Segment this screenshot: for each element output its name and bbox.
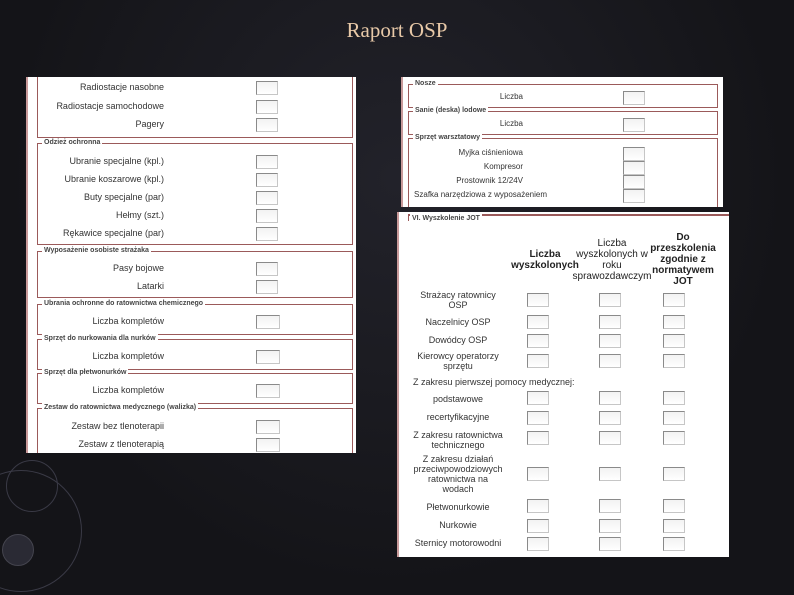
to-train-input[interactable] (663, 431, 685, 445)
to-train-input[interactable] (663, 293, 685, 307)
row-label: Latarki (136, 281, 164, 291)
col-header-trained: Liczba wyszkolonych (511, 249, 579, 271)
decor-ring-small (6, 460, 58, 512)
trained-input[interactable] (527, 391, 549, 405)
count-input[interactable] (256, 384, 280, 398)
to-train-input[interactable] (663, 411, 685, 425)
section-title: VI. Wyszkolenie JOT (412, 215, 480, 222)
count-input[interactable] (256, 173, 278, 187)
count-input[interactable] (256, 262, 278, 276)
form-row (409, 116, 717, 132)
row-label: Buty specjalne (par) (83, 192, 164, 202)
group-legend: Odzież ochronna (44, 139, 101, 146)
group-legend: Sprzęt warsztatowy (415, 134, 480, 141)
count-input[interactable] (256, 315, 280, 329)
group-legend: Zestaw do ratownictwa medycznego (walizka) (44, 404, 197, 411)
form-row (409, 89, 717, 105)
count-input[interactable] (256, 350, 280, 364)
trained-year-input[interactable] (599, 431, 621, 445)
group-protective-clothing (37, 139, 353, 245)
row-label: Liczba (499, 119, 523, 128)
training-row-label: Kierowcy operatorzy sprzętu (417, 351, 499, 371)
form-row (38, 171, 352, 187)
trained-input[interactable] (527, 411, 549, 425)
to-train-input[interactable] (663, 467, 685, 481)
equipment-form-right-top (401, 77, 723, 207)
group-diving-gear (37, 335, 353, 370)
equipment-form-left (26, 77, 356, 453)
trained-year-input[interactable] (599, 467, 621, 481)
count-input[interactable] (256, 420, 280, 434)
trained-year-input[interactable] (599, 537, 621, 551)
training-row-label: Dowódcy OSP (428, 335, 488, 345)
count-input[interactable] (256, 438, 280, 452)
row-label: Ubranie specjalne (kpl.) (69, 156, 164, 166)
group-radio (37, 77, 353, 138)
row-label: Rękawice specjalne (par) (62, 228, 164, 238)
training-row-label: Z zakresu pierwszej pomocy medycznej: (413, 377, 575, 387)
group-legend: Ubrania ochronne do ratownictwa chemicznego (44, 300, 204, 307)
row-label: Radiostacje nasobne (79, 82, 164, 92)
col-header-to-train: Do przeszkolenia zgodnie z normatywem JOT (650, 232, 716, 287)
trained-input[interactable] (527, 334, 549, 348)
row-label: Myjka ciśnieniowa (458, 148, 523, 157)
training-row-label: Z zakresu ratownictwa technicznego (413, 430, 503, 450)
row-label: Liczba kompletów (92, 316, 164, 326)
form-row (38, 189, 352, 205)
form-row (38, 348, 352, 364)
row-label: Szafka narzędziowa z wyposażeniem (414, 190, 547, 199)
row-label: Liczba (499, 92, 523, 101)
form-row (38, 153, 352, 169)
count-input[interactable] (256, 191, 278, 205)
form-row (38, 98, 352, 114)
row-label: Pagery (135, 119, 164, 129)
count-input[interactable] (256, 81, 278, 95)
row-label: Radiostacje samochodowe (56, 101, 164, 111)
trained-year-input[interactable] (599, 334, 621, 348)
count-input[interactable] (256, 118, 278, 132)
to-train-input[interactable] (663, 519, 685, 533)
group-stretchers (408, 80, 718, 108)
to-train-input[interactable] (663, 354, 685, 368)
trained-input[interactable] (527, 499, 549, 513)
row-label: Ubranie koszarowe (kpl.) (64, 174, 164, 184)
trained-year-input[interactable] (599, 315, 621, 329)
training-row-label: Naczelnicy OSP (425, 317, 491, 327)
training-row-label: Strażacy ratownicy OSP (420, 290, 496, 310)
trained-year-input[interactable] (599, 293, 621, 307)
form-row (409, 187, 717, 203)
trained-input[interactable] (527, 431, 549, 445)
group-legend: Sanie (deska) lodowe (415, 107, 487, 114)
count-input[interactable] (256, 280, 278, 294)
row-label: Zestaw bez tlenoterapii (71, 421, 164, 431)
form-row (38, 436, 352, 452)
training-form (397, 212, 729, 557)
training-row-label: recertyfikacyjne (426, 412, 490, 422)
form-row (38, 418, 352, 434)
row-label: Liczba kompletów (92, 351, 164, 361)
trained-year-input[interactable] (599, 354, 621, 368)
training-row-label: Płetwonurkowie (426, 502, 490, 512)
form-row (38, 225, 352, 241)
group-workshop (408, 134, 718, 207)
count-input[interactable] (256, 227, 278, 241)
training-row-label: Sternicy motorowodni (414, 538, 502, 548)
form-row (38, 278, 352, 294)
to-train-input[interactable] (663, 334, 685, 348)
training-row-label: Nurkowie (439, 520, 477, 530)
to-train-input[interactable] (663, 499, 685, 513)
row-label: Liczba kompletów (92, 385, 164, 395)
group-scuba-gear (37, 369, 353, 404)
group-legend: Wyposażenie osobiste strażaka (44, 247, 149, 254)
slide-title: Raport OSP (346, 18, 448, 42)
trained-year-input[interactable] (599, 519, 621, 533)
trained-input[interactable] (527, 519, 549, 533)
group-ice-sled (408, 107, 718, 135)
row-label: Kompresor (483, 162, 523, 171)
form-row (38, 313, 352, 329)
training-row-label: Z zakresu działań przeciwpowodziowych ratownictwa na wodach (413, 454, 503, 494)
count-input[interactable] (623, 91, 645, 105)
trained-input[interactable] (527, 293, 549, 307)
to-train-input[interactable] (663, 315, 685, 329)
count-input[interactable] (623, 118, 645, 132)
group-legend: Sprzęt dla płetwonurków (44, 369, 127, 376)
form-row (38, 207, 352, 223)
row-label: Zestaw z tlenoterapią (78, 439, 164, 449)
training-row-label: podstawowe (432, 394, 484, 404)
trained-input[interactable] (527, 354, 549, 368)
col-header-trained-year: Liczba wyszkolonych w roku sprawozdawczym (572, 238, 652, 282)
trained-input[interactable] (527, 537, 549, 551)
count-input[interactable] (256, 155, 278, 169)
group-personal-equipment (37, 247, 353, 298)
to-train-input[interactable] (663, 391, 685, 405)
row-label: Hełmy (szt.) (116, 210, 164, 220)
row-label: Prostownik 12/24V (456, 176, 523, 185)
group-legend: Sprzęt do nurkowania dla nurków (44, 335, 156, 342)
group-medical-kit (37, 404, 353, 453)
form-row (38, 116, 352, 132)
decor-dot (2, 534, 34, 566)
trained-year-input[interactable] (599, 499, 621, 513)
count-input[interactable] (256, 209, 278, 223)
to-train-input[interactable] (663, 537, 685, 551)
form-row (38, 382, 352, 398)
count-input[interactable] (623, 189, 645, 203)
trained-input[interactable] (527, 315, 549, 329)
trained-year-input[interactable] (599, 411, 621, 425)
group-chemical-suits (37, 300, 353, 335)
group-legend: Nosze (415, 80, 436, 87)
form-row (38, 260, 352, 276)
trained-year-input[interactable] (599, 391, 621, 405)
row-label: Pasy bojowe (112, 263, 164, 273)
trained-input[interactable] (527, 467, 549, 481)
count-input[interactable] (256, 100, 278, 114)
form-row (38, 79, 352, 95)
